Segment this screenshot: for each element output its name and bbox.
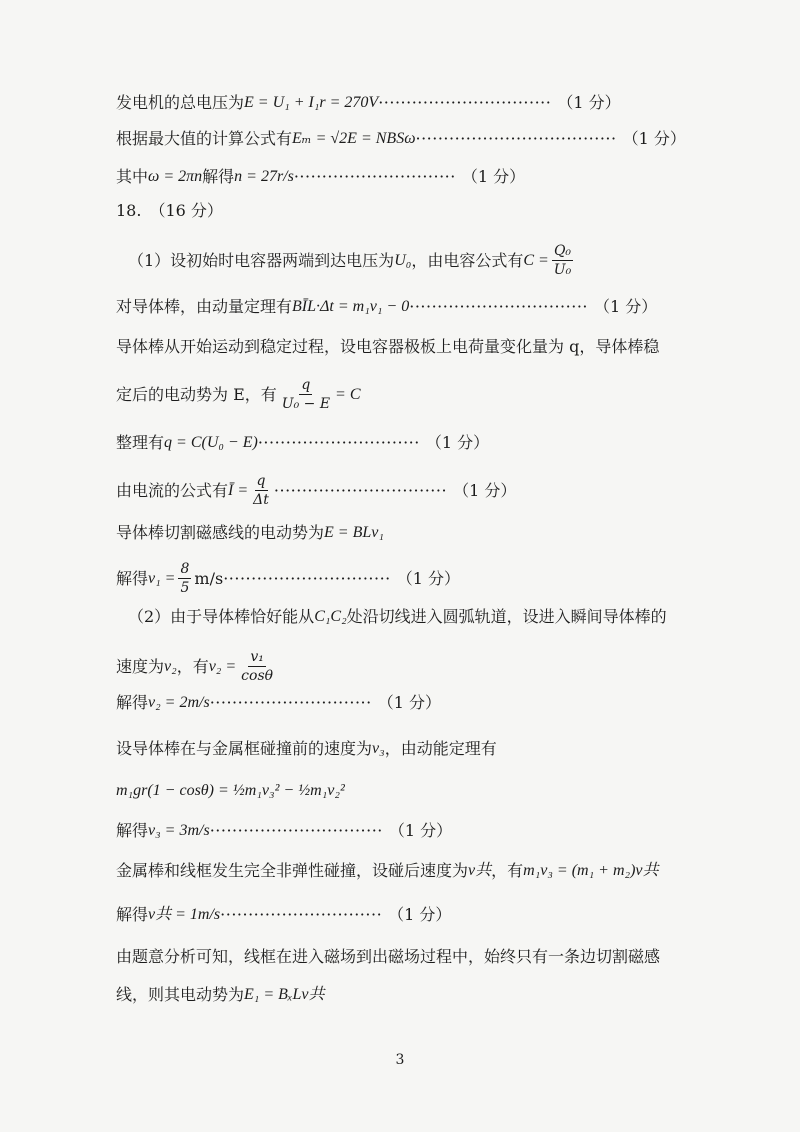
leader-dots: ····························· [209, 693, 372, 712]
line-part1-capacitor [128, 242, 760, 279]
line-total-voltage [116, 92, 760, 114]
formula-2: v₂ = [208, 657, 237, 675]
line-rearrange [116, 432, 760, 454]
fraction-numerator: Q₀ [553, 243, 572, 259]
formula: ω = 2πn [148, 168, 203, 185]
line-text: 由电流的公式有 [116, 480, 229, 500]
line-text: 线，则其电动势为 [116, 985, 245, 1004]
leader-dots: ······························ [223, 568, 391, 588]
fraction-numerator: q [301, 377, 311, 393]
line-text-2: ，由动能定理有 [384, 739, 497, 758]
line-text: 由题意分析可知，线框在进入磁场到出磁场过程中，始终只有一条边切割磁感 [116, 947, 661, 966]
formula: E₁ = BₓLv共 [244, 986, 325, 1003]
line-text: 导体棒从开始运动到稳定过程，设电容器极板上电荷量变化量为 q，导体棒稳 [116, 337, 660, 356]
line-text: 定后的电动势为 E，有 [116, 384, 277, 404]
score: （1 分） [396, 568, 461, 588]
line-kinetic-energy [116, 738, 760, 760]
line-text: 解得 [116, 905, 149, 924]
formula: Eₘ = √2E = NBSω [292, 130, 416, 147]
formula-2: C = [523, 251, 549, 269]
line-text: 发电机的总电压为 [116, 93, 245, 112]
fraction-denominator: U₀ − E [281, 396, 331, 412]
line-text: （1）设初始时电容器两端到达电压为 [128, 250, 395, 270]
line-omega [116, 166, 760, 188]
line-text: 速度为 [116, 656, 165, 676]
line-speed-v2 [116, 648, 760, 685]
leader-dots: ································ [409, 297, 588, 316]
page-number: 3 [395, 1052, 405, 1068]
formula: m₁gr(1 − cosθ) = ½m₁v₃² − ½m₁v₂² [116, 782, 345, 799]
line-text-2: ，有 [176, 656, 209, 676]
fraction [239, 648, 275, 685]
score: （1 分） [461, 167, 526, 186]
formula: v共 = 1m/s [148, 906, 221, 923]
formula: q = C(U₀ − E) [164, 434, 258, 451]
line-cutting-emf [116, 522, 760, 544]
score: （1 分） [622, 129, 686, 148]
line-text: 解得 [116, 568, 149, 588]
line-momentum-theorem [116, 296, 760, 318]
leader-dots: ···································· [415, 129, 617, 148]
fraction [280, 376, 332, 413]
line-stable-emf [116, 376, 760, 413]
score: （1 分） [425, 433, 490, 452]
line-text-2: 解得 [202, 167, 235, 186]
formula-2: = C [335, 385, 361, 403]
line-charge-change [116, 336, 760, 358]
line-solve-v1 [116, 560, 760, 597]
formula: v₂ = 2m/s [148, 694, 210, 711]
leader-dots: ····························· [293, 167, 456, 186]
formula: v₃ [372, 740, 385, 757]
line-solve-v2 [116, 692, 760, 714]
fraction [251, 472, 271, 509]
fraction [552, 242, 573, 279]
line-max-value [116, 128, 760, 150]
formula: v₁ = [148, 569, 176, 587]
line-text: （2）由于导体棒恰好能从 [128, 607, 315, 626]
line-analysis [116, 946, 760, 968]
leader-dots: ······························· [273, 480, 448, 500]
line-text: 解得 [116, 693, 149, 712]
score: （1 分） [453, 480, 517, 500]
fraction-numerator: v₁ [250, 649, 264, 665]
line-text: 金属棒和线框发生完全非弹性碰撞，设碰后速度为 [116, 861, 469, 880]
fraction-denominator: 5 [180, 580, 190, 596]
fraction-numerator: q [256, 473, 266, 489]
question-number: 18. （16 分） [116, 201, 223, 220]
line-text: 根据最大值的计算公式有 [116, 129, 293, 148]
line-text-2: m/s [194, 568, 224, 588]
line-text: 对导体棒，由动量定理有 [116, 297, 293, 316]
score: （1 分） [593, 297, 658, 316]
formula: E = U₁ + I₁r = 270V [244, 94, 379, 111]
leader-dots: ······························· [378, 93, 552, 112]
score: （1 分） [388, 821, 453, 840]
score: （1 分） [377, 693, 441, 712]
score: （1 分） [388, 905, 452, 924]
formula-2: n = 27r/s [234, 168, 294, 185]
line-text: 其中 [116, 167, 149, 186]
leader-dots: ······························· [209, 821, 383, 840]
fraction-denominator: U₀ [553, 262, 572, 278]
leader-dots: ····························· [257, 433, 420, 452]
line-frame-emf [116, 984, 760, 1006]
leader-dots: ····························· [220, 905, 383, 924]
question-18-header [116, 200, 760, 222]
line-text: 整理有 [116, 433, 165, 452]
formula-2: m₁v₃ = (m₁ + m₂)v共 [523, 862, 659, 879]
line-part2-tangent [128, 606, 760, 628]
line-solve-v3 [116, 820, 760, 842]
line-energy-equation [116, 780, 760, 802]
fraction-denominator: cosθ [241, 668, 274, 684]
formula: BĪL·Δt = m₁v₁ − 0 [292, 298, 410, 315]
line-text: 导体棒切割磁感线的电动势为 [116, 523, 325, 542]
formula: v₂ [164, 657, 177, 675]
line-text-2: 处沿切线进入圆弧轨道，设进入瞬间导体棒的 [346, 607, 667, 626]
formula: v₃ = 3m/s [148, 822, 210, 839]
formula: v共 [468, 862, 492, 879]
score: （1 分） [557, 93, 621, 112]
fraction [178, 560, 191, 597]
line-solve-vcommon [116, 904, 760, 926]
line-text: 解得 [116, 821, 149, 840]
fraction-numerator: 8 [180, 561, 190, 577]
formula: U₀ [394, 251, 412, 269]
formula: C₁C₂ [314, 608, 347, 625]
formula: Ī = [228, 481, 249, 499]
line-text-2: ，由电容公式有 [411, 250, 524, 270]
fraction-denominator: Δt [253, 492, 269, 508]
line-text: 设导体棒在与金属框碰撞前的速度为 [116, 739, 373, 758]
line-current-formula [116, 472, 760, 509]
formula: E = BLv₁ [324, 524, 384, 541]
line-inelastic-collision [116, 860, 760, 882]
line-text-2: ，有 [491, 861, 524, 880]
